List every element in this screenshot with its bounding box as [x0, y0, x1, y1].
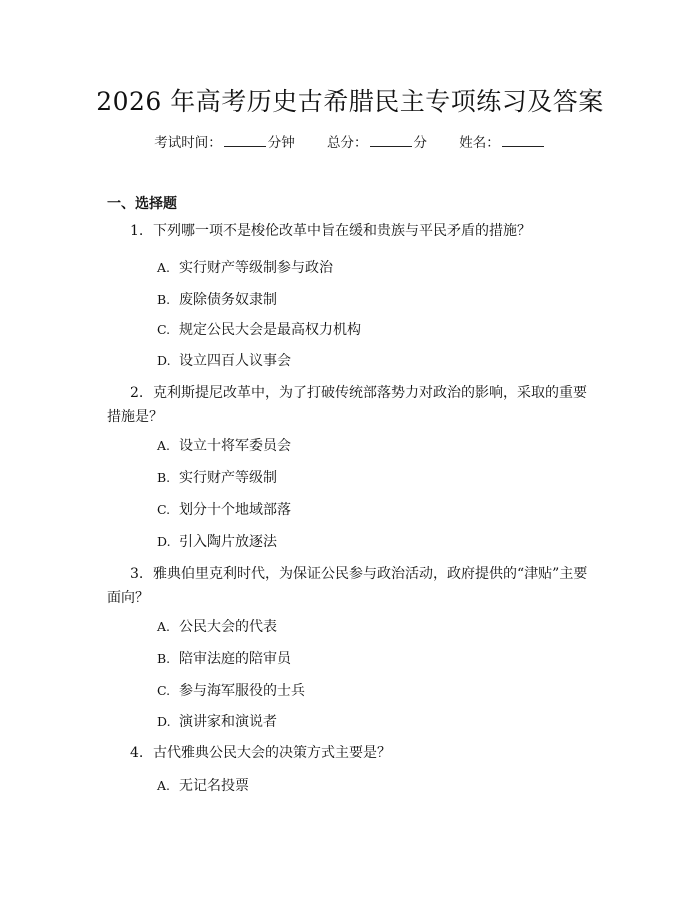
- total-score-field: [327, 131, 427, 151]
- option-2d: [157, 531, 277, 551]
- total-score-unit: 分: [413, 135, 427, 151]
- option-text: 设立十将军委员会: [179, 438, 291, 454]
- question-text: 克利斯提尼改革中，为了打破传统部落势力对政治的影响，采取的重要措施是？: [107, 385, 587, 425]
- option-1b: [157, 289, 277, 309]
- section-heading-multiple-choice: 一、选择题: [107, 196, 177, 212]
- question-1: [107, 219, 600, 243]
- question-4: [107, 741, 600, 765]
- option-text: 废除债务奴隶制: [179, 292, 277, 308]
- question-number: 3.: [130, 566, 144, 582]
- option-3c: [157, 680, 305, 700]
- option-3d: [157, 711, 277, 731]
- question-number: 4.: [130, 745, 144, 761]
- option-letter: A.: [157, 778, 171, 793]
- question-number: 2.: [130, 385, 144, 401]
- option-text: 设立四百人议事会: [179, 353, 291, 369]
- option-text: 演讲家和演说者: [179, 714, 277, 730]
- option-1d: [157, 350, 291, 370]
- exam-meta-line: [0, 131, 700, 151]
- question-text: 下列哪一项不是梭伦改革中旨在缓和贵族与平民矛盾的措施？: [153, 223, 531, 239]
- option-letter: A.: [157, 260, 171, 275]
- question-3: [107, 562, 600, 610]
- option-text: 实行财产等级制参与政治: [179, 260, 333, 276]
- option-text: 公民大会的代表: [179, 619, 277, 635]
- option-text: 无记名投票: [179, 778, 249, 794]
- option-letter: B.: [157, 292, 171, 307]
- option-text: 引入陶片放逐法: [179, 534, 277, 550]
- exam-time-blank: [224, 134, 266, 147]
- option-letter: D.: [157, 714, 171, 729]
- option-1a: [157, 257, 333, 277]
- option-2c: [157, 499, 291, 519]
- option-4a: [157, 775, 249, 795]
- total-score-blank: [370, 134, 412, 147]
- option-letter: A.: [157, 438, 171, 453]
- option-letter: B.: [157, 651, 171, 666]
- option-letter: C.: [157, 683, 171, 698]
- total-score-label: 总分：: [327, 135, 368, 151]
- student-name-blank: [502, 134, 544, 147]
- option-letter: C.: [157, 502, 171, 517]
- student-name-label: 姓名：: [459, 135, 500, 151]
- question-text: 雅典伯里克利时代，为保证公民参与政治活动，政府提供的“津贴”主要面向？: [107, 566, 588, 606]
- question-2: [107, 381, 600, 429]
- document-title: 2026 年高考历史古希腊民主专项练习及答案: [96, 87, 604, 116]
- option-1c: [157, 319, 361, 339]
- option-3b: [157, 648, 291, 668]
- exam-time-label: 考试时间：: [154, 135, 222, 151]
- exam-time-unit: 分钟: [267, 135, 295, 151]
- option-text: 规定公民大会是最高权力机构: [179, 322, 361, 338]
- option-text: 陪审法庭的陪审员: [179, 651, 291, 667]
- student-name-field: [459, 131, 546, 151]
- question-text: 古代雅典公民大会的决策方式主要是？: [153, 745, 391, 761]
- option-letter: D.: [157, 353, 171, 368]
- option-letter: B.: [157, 470, 171, 485]
- option-3a: [157, 616, 277, 636]
- option-text: 划分十个地域部落: [179, 502, 291, 518]
- option-letter: D.: [157, 534, 171, 549]
- exam-time-field: [154, 131, 295, 151]
- option-2a: [157, 435, 291, 455]
- option-text: 参与海军服役的士兵: [179, 683, 305, 699]
- question-number: 1.: [130, 223, 144, 239]
- option-2b: [157, 467, 277, 487]
- option-letter: A.: [157, 619, 171, 634]
- option-letter: C.: [157, 322, 171, 337]
- option-text: 实行财产等级制: [179, 470, 277, 486]
